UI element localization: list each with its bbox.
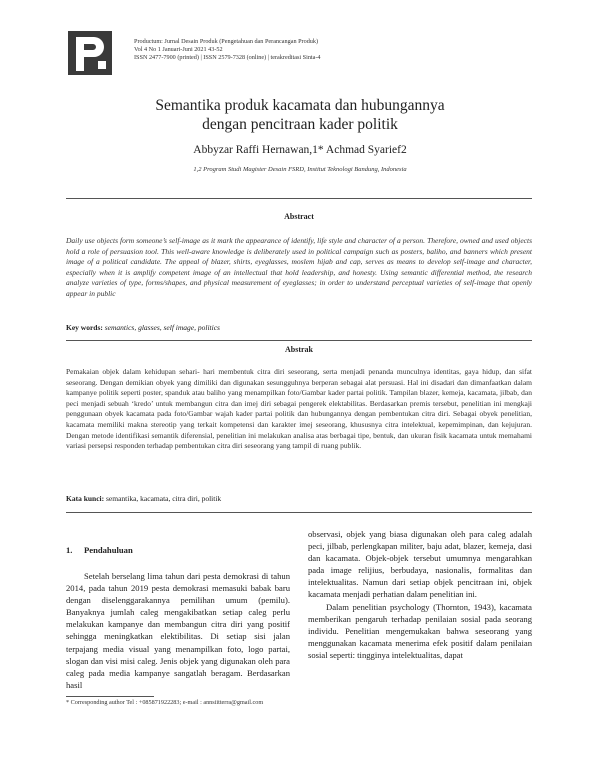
- keywords-id-label: Kata kunci:: [66, 494, 105, 503]
- paper-title-line2: dengan pencitraan kader politik: [202, 116, 398, 133]
- keywords-en: [66, 323, 532, 332]
- paper-affiliation: 1,2 Program Studi Magister Desain FSRD, Institut Teknologi Bandung, Indonesia: [193, 166, 407, 173]
- paper-authors: Abbyzar Raffi Hernawan,1* Achmad Syarief2: [193, 144, 407, 156]
- paragraph: observasi, objek yang biasa digunakan oleh para caleg adalah peci, jilbab, perlengkapan militer, baju adat, blazer, kemeja, dasi dan kacamata. Objek-objek tersebut umumnya mengarahkan pada image relijius, berbudaya, nasionalis, formalitas dan intelektualitas. Namun dari setiap objek pencitraan ini, objek kacamata menjadi perhatian dalam penelitian ini.: [308, 529, 532, 600]
- section-title: Pendahuluan: [84, 545, 133, 555]
- footnote-rule: [66, 696, 154, 697]
- paper-title-line1: Semantika produk kacamata dan hubungannya: [155, 97, 445, 114]
- abstract-id-text: Pemakaian objek dalam kehidupan sehari- hari membentuk citra diri seseorang, serta menjadi penanda munculnya identitas, gaya hidup, dan sifat seseorang. Dengan demikian obyek yang dimiliki dan digunakan sesungguhnya berperan sebagai alat persuasi. Hal ini disadari dan dimanfaatkan dalam kampanye politik seperti poster, spanduk atau baliho yang menampilkan foto/Gambar kader partai politik. Tampilan blazer, kemeja, kacamata, jilbab, dan peci menjadi sebuah ‘kredo’ untuk membangun citra dan imej diri sebagai pengerek elektabilitas. Berdasarkan premis tersebut, penelitian ini mengkaji penggunaan obyek kacamata pada foto/Gambar wajah kader partai politik dan hubungannya dengan pembentukan citra diri. Sebagai obyek penelitian, kacamata memiliki makna stereotip yang terkait kompetensi dan karakter imej seseorang, khususnya citra intelektual, kepemimpinan, dan kejujuran. Dengan metode identifikasi semantik diferensial, penelitian ini melakukan analisa atas berbagai tipe, bentuk, dan ukuran fisik kacamata untuk memahami variasi persepsi responden terhadap pembentukan citra diri seseorang yang tampil di ruang publik.: [66, 367, 532, 451]
- section-heading: [66, 545, 133, 555]
- keywords-id-text: semantika, kacamata, citra diri, politik: [104, 494, 222, 503]
- keywords-en-label: Key words:: [66, 323, 103, 332]
- keywords-id: [66, 494, 532, 503]
- journal-volume: Vol 4 No 1 Januari-Juni 2021 43-52: [134, 46, 223, 54]
- journal-logo: [68, 31, 112, 75]
- journal-issn: ISSN 2477-7900 (printed) | ISSN 2579-7328 (online) | terakreditasi Sinta-4: [134, 54, 321, 62]
- paragraph: Setelah berselang lima tahun dari pesta demokrasi di tahun 2014, pada tahun 2019 pesta demokrasi memasuki babak baru dengan diselenggarakannya pemilihan umum (pemilu). Banyaknya jumlah caleg mengakibatkan setiap caleg perlu melakukan kampanye dan membangun citra diri yang positif sehingga meningkatkan elektibilitas. Di setiap sisi jalan terpajang media visual yang menampilkan foto, logo partai, slogan dan visi misi caleg. Jenis objek yang digunakan oleh para caleg pada media kampanye sangatlah beragam. Berdasarkan hasil: [66, 571, 290, 690]
- journal-info: [134, 38, 554, 63]
- divider: [66, 340, 532, 341]
- footnote: * Corresponding author Tel : +085871922283; e-mail : annsiitterra@gmail.com: [66, 699, 264, 706]
- left-column: [66, 570, 290, 691]
- journal-name: Productum: Jurnal Desain Produk (Pengetahuan dan Perancangan Produk): [134, 38, 319, 45]
- section-number: 1.: [66, 545, 73, 555]
- paragraph: Dalam penelitian psychology (Thornton, 1943), kacamata memberikan pengaruh terhadap penilaian sosial pada seorang individu. Penelitian mengemukakan bahwa seseorang yang menggunakan kacamata menerima efek positif dalam penilaian sosial seperti: tingginya intelektualitas, dapat: [308, 601, 532, 660]
- divider: [66, 198, 532, 199]
- abstract-en-text: Daily use objects form someone’s self-image as it mark the appearance of identify, life style and character of a person. Therefore, owned and used objects hold a role of persuasion tool. This well-aware knowledge is deliberately used in political campaign such as posters, baliho, and banners which present image of a political candidate. The appeal of blazer, shirts, eyeglasses, moslem hijab and cap, serves as means to develop self-image and character, especially when it is amplify competent image of an intellectual that hold leadership, and honesty. Using semantic differential method, the research analyze varieties of type, forms/shapes, and physical measurement of eyeglasses; in order to understand perceptual varieties of self-image that openly appear in public: [66, 236, 532, 298]
- keywords-en-text: semantics, glasses, self image, politics: [102, 323, 220, 332]
- right-column: [308, 528, 532, 661]
- abstract-en-heading: Abstract: [284, 212, 314, 221]
- divider: [66, 512, 532, 513]
- abstract-id-heading: Abstrak: [284, 345, 313, 354]
